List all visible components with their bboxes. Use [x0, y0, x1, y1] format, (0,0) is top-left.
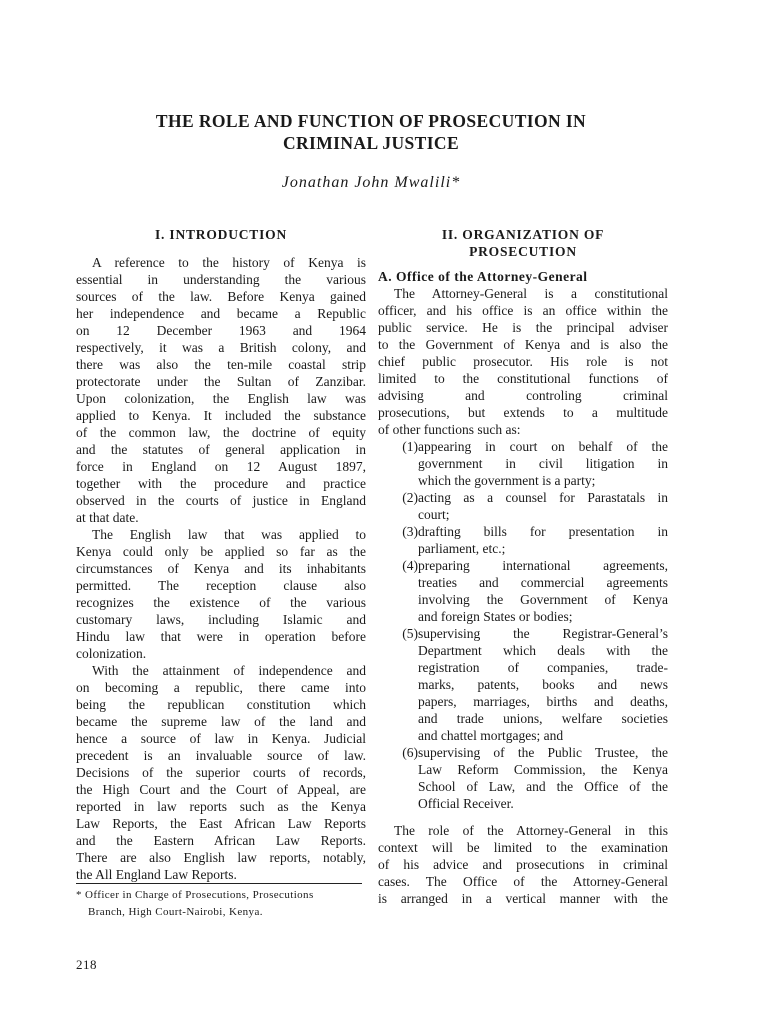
list-item — [378, 489, 668, 523]
text-line: her independence and became a Republic — [76, 306, 366, 321]
text-line: force in England on 12 August 1897, — [76, 459, 366, 474]
list-item-text-line: acting as a counsel for Parastatals in — [418, 490, 668, 505]
text-line: of his advice and prosecutions in criminal — [378, 857, 668, 872]
list-item-text-line: parliament, etc.; — [418, 541, 506, 556]
list-item — [378, 557, 668, 625]
list-item-text-line: and chattel mortgages; and — [418, 728, 564, 743]
list-item-text-line: treaties and commercial agreements — [418, 575, 668, 590]
list-item-text-line: and foreign States or bodies; — [418, 609, 573, 624]
text-line: There are also English law reports, notably, — [76, 850, 366, 865]
section-heading-organization — [378, 226, 668, 260]
list-item-number: (1) — [402, 439, 418, 454]
right-column — [378, 224, 668, 907]
list-item-text-line: court; — [418, 507, 450, 522]
list-item-number: (5) — [402, 626, 418, 641]
page-number: 218 — [76, 957, 97, 972]
text-line: hence a source of law in Kenya. Judicial — [76, 731, 366, 746]
text-line: The Attorney-General is a constitutional — [394, 286, 668, 301]
text-line: officer, and his office is an office within the — [378, 303, 668, 318]
text-line: limited to the constitutional functions of — [378, 371, 668, 386]
text-line: on becoming a republic, there came into — [76, 680, 366, 695]
text-line: A reference to the history of Kenya is — [92, 255, 366, 270]
list-item-text-line: which the government is a party; — [418, 473, 596, 488]
list-item-text-line: supervising the Registrar-General’s — [418, 626, 668, 641]
text-line: observed in the courts of justice in England — [76, 493, 366, 508]
text-line: protectorate under the Sultan of Zanzibar. — [76, 374, 366, 389]
text-line: the All England Law Reports. — [76, 867, 237, 882]
list-item-text-line: drafting bills for presentation in — [418, 524, 668, 539]
text-line: Law Reports, the East African Law Reports — [76, 816, 366, 831]
attorney-general-intro — [378, 285, 668, 438]
list-item-text-line: involving the Government of Kenya — [418, 592, 668, 607]
list-item — [378, 625, 668, 744]
text-line: circumstances of Kenya and its inhabitants — [76, 561, 366, 576]
text-line: together with the procedure and practice — [76, 476, 366, 491]
text-line: the High Court and the Court of Appeal, are — [76, 782, 366, 797]
text-line: chief public prosecutor. His role is not — [378, 354, 668, 369]
author-name: Jonathan John Mwalili* — [281, 174, 461, 191]
list-item-number: (2) — [402, 490, 418, 505]
title-line-1: THE ROLE AND FUNCTION OF PROSECUTION IN — [155, 111, 587, 131]
text-line: Upon colonization, the English law was — [76, 391, 366, 406]
text-line: Hindu law that were in operation before — [76, 629, 366, 644]
text-line: reported in law reports such as the Kenya — [76, 799, 366, 814]
text-line: applied to Kenya. It included the substance — [76, 408, 366, 423]
footnote-divider — [76, 883, 362, 884]
text-line: Kenya could only be applied so far as the — [76, 544, 366, 559]
introduction-body — [76, 254, 366, 883]
list-item-text-line: appearing in court on behalf of the — [418, 439, 668, 454]
list-item-text-line: supervising of the Public Trustee, the — [418, 745, 668, 760]
list-item-text-line: and trade unions, welfare societies — [418, 711, 668, 726]
text-line: cases. The Office of the Attorney-General — [378, 874, 668, 889]
text-line: respectively, it was a British colony, and — [76, 340, 366, 355]
left-column — [76, 224, 366, 883]
text-line: there was also the ten-mile coastal strip — [76, 357, 366, 372]
list-item-text-line: preparing international agreements, — [418, 558, 668, 573]
section-heading-introduction: I. INTRODUCTION — [154, 227, 288, 242]
footnote-line-2: Branch, High Court-Nairobi, Kenya. — [88, 906, 263, 918]
text-line: on 12 December 1963 and 1964 — [76, 323, 366, 338]
text-line: precedent is an invaluable source of law. — [76, 748, 366, 763]
text-line: The English law that was applied to — [92, 527, 366, 542]
list-item-number: (6) — [402, 745, 418, 760]
text-line: is arranged in a vertical manner with the — [378, 891, 668, 906]
list-item — [378, 523, 668, 557]
text-line: With the attainment of independence and — [92, 663, 366, 678]
list-item-text-line: papers, marriages, births and deaths, — [418, 694, 668, 709]
text-line: colonization. — [76, 646, 147, 661]
closing-paragraph — [378, 822, 668, 907]
list-item-text-line: Law Reform Commission, the Kenya — [418, 762, 668, 777]
list-item-text-line: School of Law, and the Office of the — [418, 779, 668, 794]
subsection-heading: A. Office of the Attorney-General — [378, 269, 588, 284]
text-line: advising and controling criminal — [378, 388, 668, 403]
text-line: sources of the law. Before Kenya gained — [76, 289, 366, 304]
text-line: of other functions such as: — [378, 422, 521, 437]
text-line: essential in understanding the various — [76, 272, 366, 287]
text-line: context will be limited to the examination — [378, 840, 668, 855]
article-title — [76, 110, 666, 154]
footnote — [76, 887, 366, 921]
list-item — [378, 438, 668, 489]
text-line: of the common law, the doctrine of equity — [76, 425, 366, 440]
list-item-text-line: Official Receiver. — [418, 796, 514, 811]
list-item-number: (3) — [402, 524, 418, 539]
text-line: at that date. — [76, 510, 139, 525]
text-line: recognizes the existence of the various — [76, 595, 366, 610]
text-line: customary laws, including Islamic and — [76, 612, 366, 627]
footnote-line-1: * Officer in Charge of Prosecutions, Prosecutions — [76, 889, 314, 901]
text-line: The role of the Attorney-General in this — [394, 823, 668, 838]
list-item — [378, 744, 668, 812]
text-line: and the statutes of general application in — [76, 442, 366, 457]
text-line: became the supreme law of the land and — [76, 714, 366, 729]
list-item-text-line: marks, patents, books and news — [418, 677, 668, 692]
functions-list — [378, 438, 668, 812]
text-line: Decisions of the superior courts of records, — [76, 765, 366, 780]
heading-line-1: II. ORGANIZATION OF — [441, 227, 605, 242]
text-line: public service. He is the principal adviser — [378, 320, 668, 335]
text-line: being the republican constitution which — [76, 697, 366, 712]
list-item-text-line: Department which deals with the — [418, 643, 668, 658]
list-item-text-line: registration of companies, trade- — [418, 660, 668, 675]
text-line: permitted. The reception clause also — [76, 578, 366, 593]
list-item-text-line: government in civil litigation in — [418, 456, 668, 471]
text-line: to the Government of Kenya and is also the — [378, 337, 668, 352]
list-item-number: (4) — [402, 558, 418, 573]
text-line: and the Eastern African Law Reports. — [76, 833, 366, 848]
heading-line-2: PROSECUTION — [469, 244, 577, 259]
text-line: prosecutions, but extends to a multitude — [378, 405, 668, 420]
title-line-2: CRIMINAL JUSTICE — [282, 133, 460, 153]
